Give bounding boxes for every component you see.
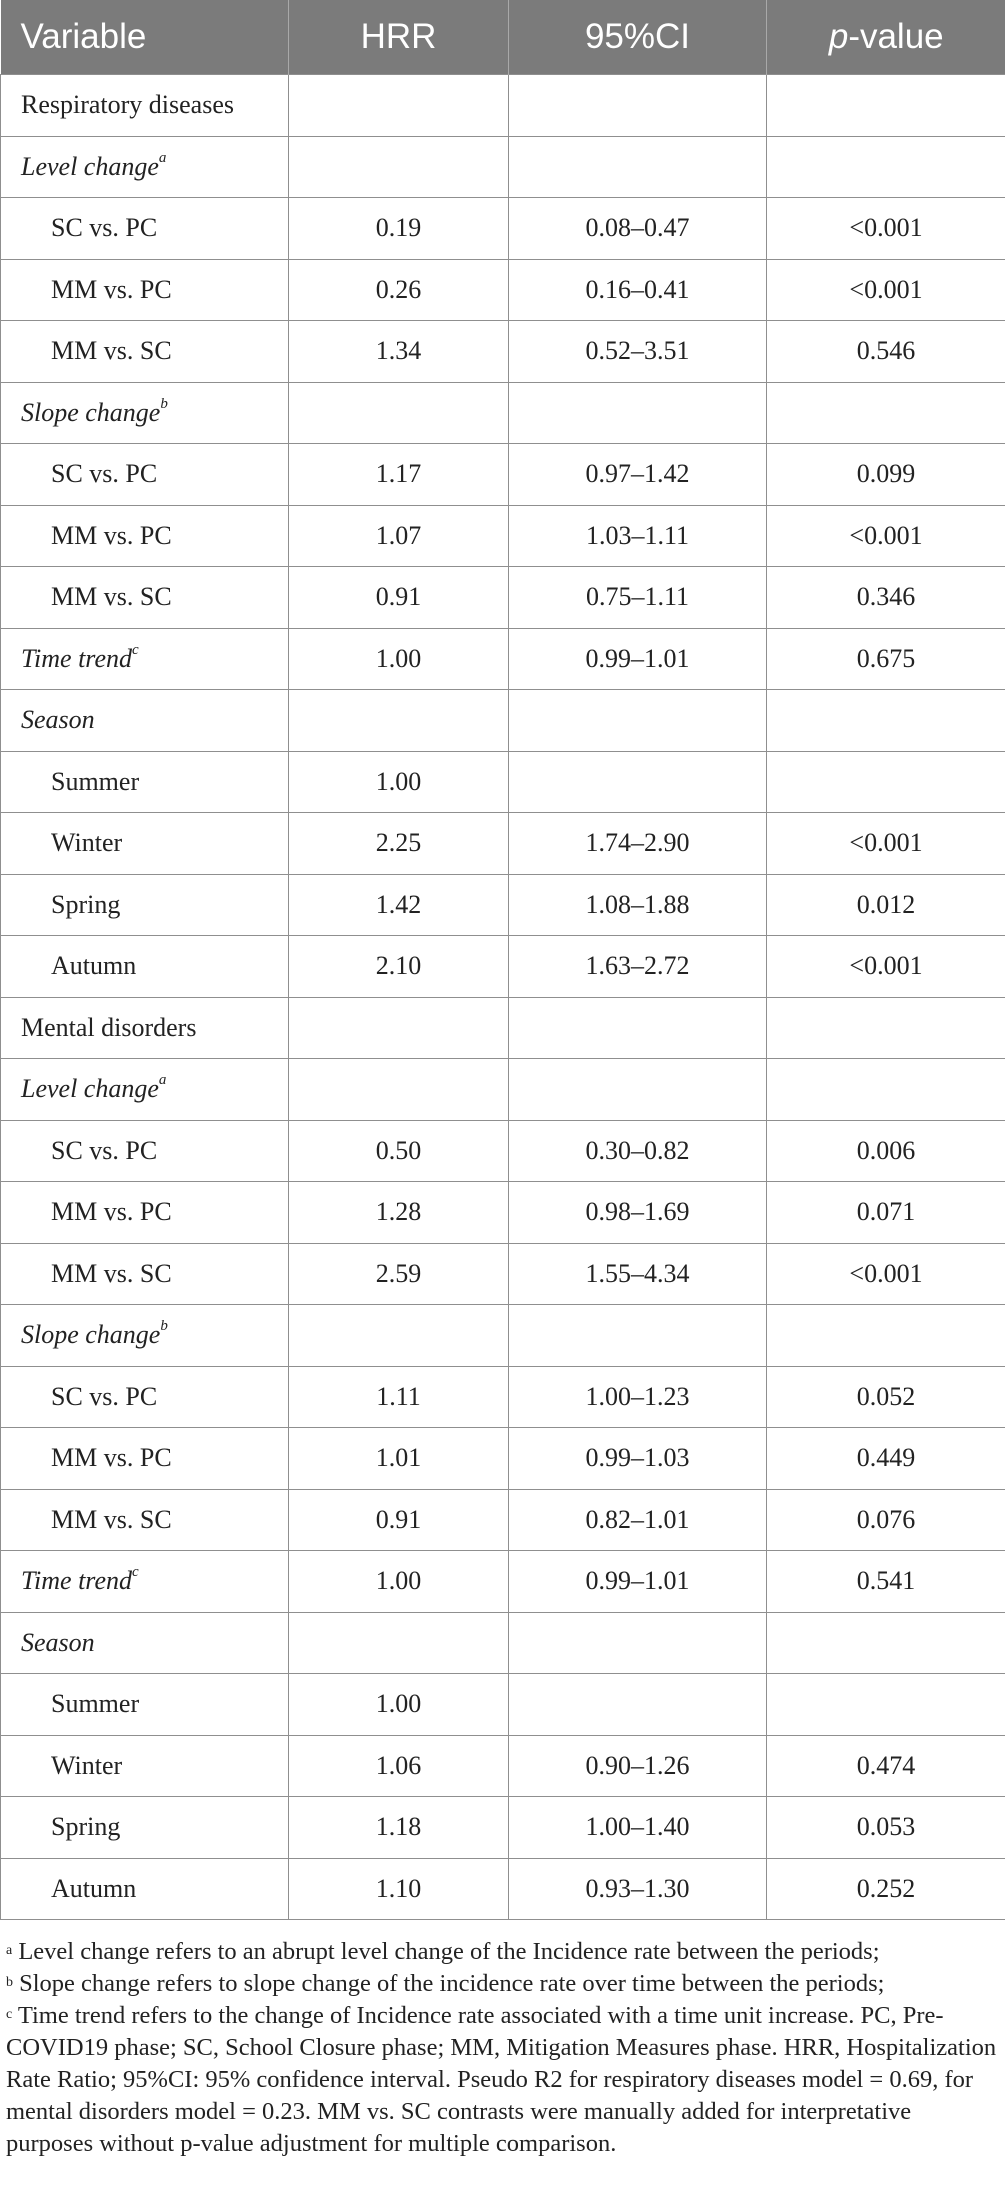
row-label-text: MM vs. PC <box>51 1443 172 1473</box>
table-row <box>1 259 1005 321</box>
cell-p: 0.012 <box>767 874 1005 936</box>
footnote-marker: b <box>6 1975 13 1990</box>
row-label-text: Level change <box>21 151 159 181</box>
cell-hrr <box>289 1059 509 1121</box>
cell-hrr: 1.10 <box>289 1858 509 1920</box>
table-row <box>1 75 1005 137</box>
row-label-text: MM vs. PC <box>51 1197 172 1227</box>
cell-ci <box>509 751 767 813</box>
row-label-text: Winter <box>51 828 123 858</box>
cell-hrr: 1.06 <box>289 1735 509 1797</box>
cell-p: 0.675 <box>767 628 1005 690</box>
cell-p: 0.546 <box>767 321 1005 383</box>
row-label <box>1 567 289 629</box>
cell-p: 0.052 <box>767 1366 1005 1428</box>
footnote-marker: a <box>158 149 167 166</box>
cell-hrr <box>289 75 509 137</box>
row-label <box>1 751 289 813</box>
cell-hrr: 2.59 <box>289 1243 509 1305</box>
cell-ci: 1.08–1.88 <box>509 874 767 936</box>
cell-ci <box>509 1305 767 1367</box>
cell-ci: 0.08–0.47 <box>509 198 767 260</box>
cell-ci: 0.99–1.03 <box>509 1428 767 1490</box>
row-label <box>1 1366 289 1428</box>
cell-hrr <box>289 136 509 198</box>
row-label-text: Spring <box>51 1812 121 1842</box>
cell-p <box>767 1059 1005 1121</box>
cell-p <box>767 997 1005 1059</box>
cell-hrr: 1.00 <box>289 628 509 690</box>
table-body <box>1 75 1005 1920</box>
cell-ci <box>509 382 767 444</box>
cell-p: <0.001 <box>767 198 1005 260</box>
cell-p: <0.001 <box>767 505 1005 567</box>
row-label <box>1 1120 289 1182</box>
cell-ci: 0.75–1.11 <box>509 567 767 629</box>
group-label <box>1 1612 289 1674</box>
row-label-text: MM vs. SC <box>51 336 172 366</box>
cell-ci: 1.03–1.11 <box>509 505 767 567</box>
row-label-text: Time trend <box>21 1566 132 1596</box>
footnote-text: Level change refers to an abrupt level change of the Incidence rate between the periods; <box>12 1938 880 1965</box>
cell-p: 0.474 <box>767 1735 1005 1797</box>
row-label-text: Autumn <box>51 1873 137 1903</box>
footnote-marker: a <box>158 1072 167 1089</box>
footnote-text: Slope change refers to slope change of the incidence rate over time between the periods; <box>13 1970 885 1997</box>
row-label <box>1 1428 289 1490</box>
table-row <box>1 136 1005 198</box>
cell-hrr <box>289 690 509 752</box>
cell-hrr: 1.00 <box>289 1551 509 1613</box>
cell-p: 0.346 <box>767 567 1005 629</box>
row-label-text: Autumn <box>51 951 137 981</box>
cell-hrr: 0.91 <box>289 567 509 629</box>
cell-hrr: 2.10 <box>289 936 509 998</box>
table-row <box>1 1551 1005 1613</box>
section-label <box>1 997 289 1059</box>
cell-hrr <box>289 997 509 1059</box>
cell-p <box>767 382 1005 444</box>
row-label-text: Time trend <box>21 643 132 673</box>
table-row <box>1 1797 1005 1859</box>
cell-ci: 1.00–1.40 <box>509 1797 767 1859</box>
cell-ci: 0.99–1.01 <box>509 628 767 690</box>
table-row <box>1 1305 1005 1367</box>
footnote <box>6 2000 999 2160</box>
row-label-text: SC vs. PC <box>51 213 158 243</box>
row-label-text: Slope change <box>21 1320 161 1350</box>
cell-hrr: 0.19 <box>289 198 509 260</box>
cell-p: <0.001 <box>767 813 1005 875</box>
footnote <box>6 1936 999 1968</box>
cell-hrr: 0.50 <box>289 1120 509 1182</box>
cell-hrr: 1.17 <box>289 444 509 506</box>
row-label-text: SC vs. PC <box>51 1381 158 1411</box>
cell-p: <0.001 <box>767 936 1005 998</box>
cell-ci <box>509 1674 767 1736</box>
table-row <box>1 751 1005 813</box>
row-label-text: Summer <box>51 1689 140 1719</box>
footnote-marker: c <box>131 641 139 658</box>
group-label <box>1 1305 289 1367</box>
row-label-text: Season <box>21 1627 95 1657</box>
table-row <box>1 936 1005 998</box>
table-row <box>1 813 1005 875</box>
table-row <box>1 1674 1005 1736</box>
row-label <box>1 1674 289 1736</box>
table-row <box>1 321 1005 383</box>
cell-p: 0.071 <box>767 1182 1005 1244</box>
cell-ci <box>509 1059 767 1121</box>
cell-p: 0.252 <box>767 1858 1005 1920</box>
cell-ci: 0.97–1.42 <box>509 444 767 506</box>
row-label-text: MM vs. SC <box>51 1504 172 1534</box>
cell-hrr: 1.01 <box>289 1428 509 1490</box>
row-label-text: SC vs. PC <box>51 1135 158 1165</box>
cell-hrr: 2.25 <box>289 813 509 875</box>
cell-p: <0.001 <box>767 259 1005 321</box>
cell-ci: 0.93–1.30 <box>509 1858 767 1920</box>
table-row <box>1 1735 1005 1797</box>
row-label-text: Mental disorders <box>21 1012 197 1042</box>
row-label <box>1 505 289 567</box>
group-label <box>1 1551 289 1613</box>
row-label <box>1 1182 289 1244</box>
header-p-italic: p <box>828 17 849 56</box>
cell-ci: 1.55–4.34 <box>509 1243 767 1305</box>
table-row <box>1 198 1005 260</box>
cell-p <box>767 1612 1005 1674</box>
table-row <box>1 1120 1005 1182</box>
cell-ci: 0.98–1.69 <box>509 1182 767 1244</box>
cell-hrr: 1.00 <box>289 751 509 813</box>
cell-p <box>767 75 1005 137</box>
table-row <box>1 1428 1005 1490</box>
cell-hrr <box>289 1305 509 1367</box>
section-label <box>1 75 289 137</box>
row-label <box>1 813 289 875</box>
row-label-text: MM vs. SC <box>51 1258 172 1288</box>
header-variable: Variable <box>1 0 289 75</box>
cell-ci <box>509 997 767 1059</box>
row-label <box>1 1797 289 1859</box>
cell-ci: 1.63–2.72 <box>509 936 767 998</box>
footnote-marker: c <box>131 1564 139 1581</box>
table-row <box>1 1858 1005 1920</box>
row-label <box>1 874 289 936</box>
cell-hrr: 1.34 <box>289 321 509 383</box>
row-label <box>1 321 289 383</box>
cell-p: <0.001 <box>767 1243 1005 1305</box>
group-label <box>1 382 289 444</box>
group-label <box>1 628 289 690</box>
group-label <box>1 136 289 198</box>
table-row <box>1 505 1005 567</box>
table-row <box>1 997 1005 1059</box>
cell-hrr <box>289 382 509 444</box>
footnote <box>6 1968 999 2000</box>
row-label <box>1 936 289 998</box>
cell-hrr: 1.11 <box>289 1366 509 1428</box>
table-row <box>1 1366 1005 1428</box>
cell-hrr: 1.42 <box>289 874 509 936</box>
table-row <box>1 1182 1005 1244</box>
cell-ci: 1.00–1.23 <box>509 1366 767 1428</box>
table-row <box>1 382 1005 444</box>
table-row <box>1 1489 1005 1551</box>
cell-p <box>767 1305 1005 1367</box>
table-row <box>1 444 1005 506</box>
table-row <box>1 1243 1005 1305</box>
row-label-text: Season <box>21 705 95 735</box>
table-row <box>1 1059 1005 1121</box>
group-label <box>1 1059 289 1121</box>
cell-ci: 0.99–1.01 <box>509 1551 767 1613</box>
cell-ci: 0.82–1.01 <box>509 1489 767 1551</box>
cell-p: 0.076 <box>767 1489 1005 1551</box>
row-label-text: Slope change <box>21 397 161 427</box>
footnote-text: Time trend refers to the change of Incidence rate associated with a time unit increase. PC, Pre-COVID19 phase; SC, School Closure phase; MM, Mitigation Measures phase. HRR, Hospitalization Rate Ratio; 95%CI: 95% confidence interval. Pseudo R2 for respiratory diseases model = 0.69, for mental disorders model = 0.23. MM vs. SC contrasts were manually added for interpretative purposes without p-value adjustment for multiple comparison. <box>6 2002 997 2157</box>
row-label-text: Respiratory diseases <box>21 90 235 120</box>
table-row <box>1 690 1005 752</box>
cell-p <box>767 690 1005 752</box>
cell-ci: 0.30–0.82 <box>509 1120 767 1182</box>
row-label <box>1 444 289 506</box>
cell-p <box>767 1674 1005 1736</box>
table-header-row <box>1 0 1005 75</box>
cell-p: 0.006 <box>767 1120 1005 1182</box>
cell-hrr <box>289 1612 509 1674</box>
cell-ci <box>509 1612 767 1674</box>
row-label <box>1 1858 289 1920</box>
footnote-marker: b <box>160 1318 168 1335</box>
footnote-marker: b <box>160 395 168 412</box>
cell-p <box>767 751 1005 813</box>
header-p-value <box>767 0 1005 75</box>
cell-hrr: 1.18 <box>289 1797 509 1859</box>
row-label-text: MM vs. SC <box>51 582 172 612</box>
table-row <box>1 567 1005 629</box>
header-hrr: HRR <box>289 0 509 75</box>
cell-hrr: 1.28 <box>289 1182 509 1244</box>
row-label-text: MM vs. PC <box>51 274 172 304</box>
cell-p: 0.099 <box>767 444 1005 506</box>
cell-p: 0.449 <box>767 1428 1005 1490</box>
header-p-suffix: -value <box>848 17 944 56</box>
row-label-text: MM vs. PC <box>51 520 172 550</box>
row-label <box>1 1489 289 1551</box>
row-label-text: Spring <box>51 889 121 919</box>
row-label-text: Summer <box>51 766 140 796</box>
row-label <box>1 1243 289 1305</box>
row-label <box>1 259 289 321</box>
footnote-marker: c <box>6 2007 13 2022</box>
row-label-text: Level change <box>21 1074 159 1104</box>
group-label <box>1 690 289 752</box>
row-label-text: Winter <box>51 1750 123 1780</box>
cell-ci <box>509 75 767 137</box>
cell-p: 0.541 <box>767 1551 1005 1613</box>
cell-hrr: 1.00 <box>289 1674 509 1736</box>
table-footnotes <box>0 1920 1005 2160</box>
cell-p: 0.053 <box>767 1797 1005 1859</box>
cell-p <box>767 136 1005 198</box>
cell-ci: 0.16–0.41 <box>509 259 767 321</box>
row-label <box>1 198 289 260</box>
header-ci: 95%CI <box>509 0 767 75</box>
table-row <box>1 874 1005 936</box>
row-label-text: SC vs. PC <box>51 459 158 489</box>
cell-ci: 0.52–3.51 <box>509 321 767 383</box>
cell-hrr: 0.91 <box>289 1489 509 1551</box>
cell-ci: 0.90–1.26 <box>509 1735 767 1797</box>
cell-ci <box>509 690 767 752</box>
cell-hrr: 1.07 <box>289 505 509 567</box>
cell-ci <box>509 136 767 198</box>
table-row <box>1 628 1005 690</box>
footnote-marker: a <box>6 1943 13 1958</box>
row-label <box>1 1735 289 1797</box>
cell-hrr: 0.26 <box>289 259 509 321</box>
cell-ci: 1.74–2.90 <box>509 813 767 875</box>
table-row <box>1 1612 1005 1674</box>
